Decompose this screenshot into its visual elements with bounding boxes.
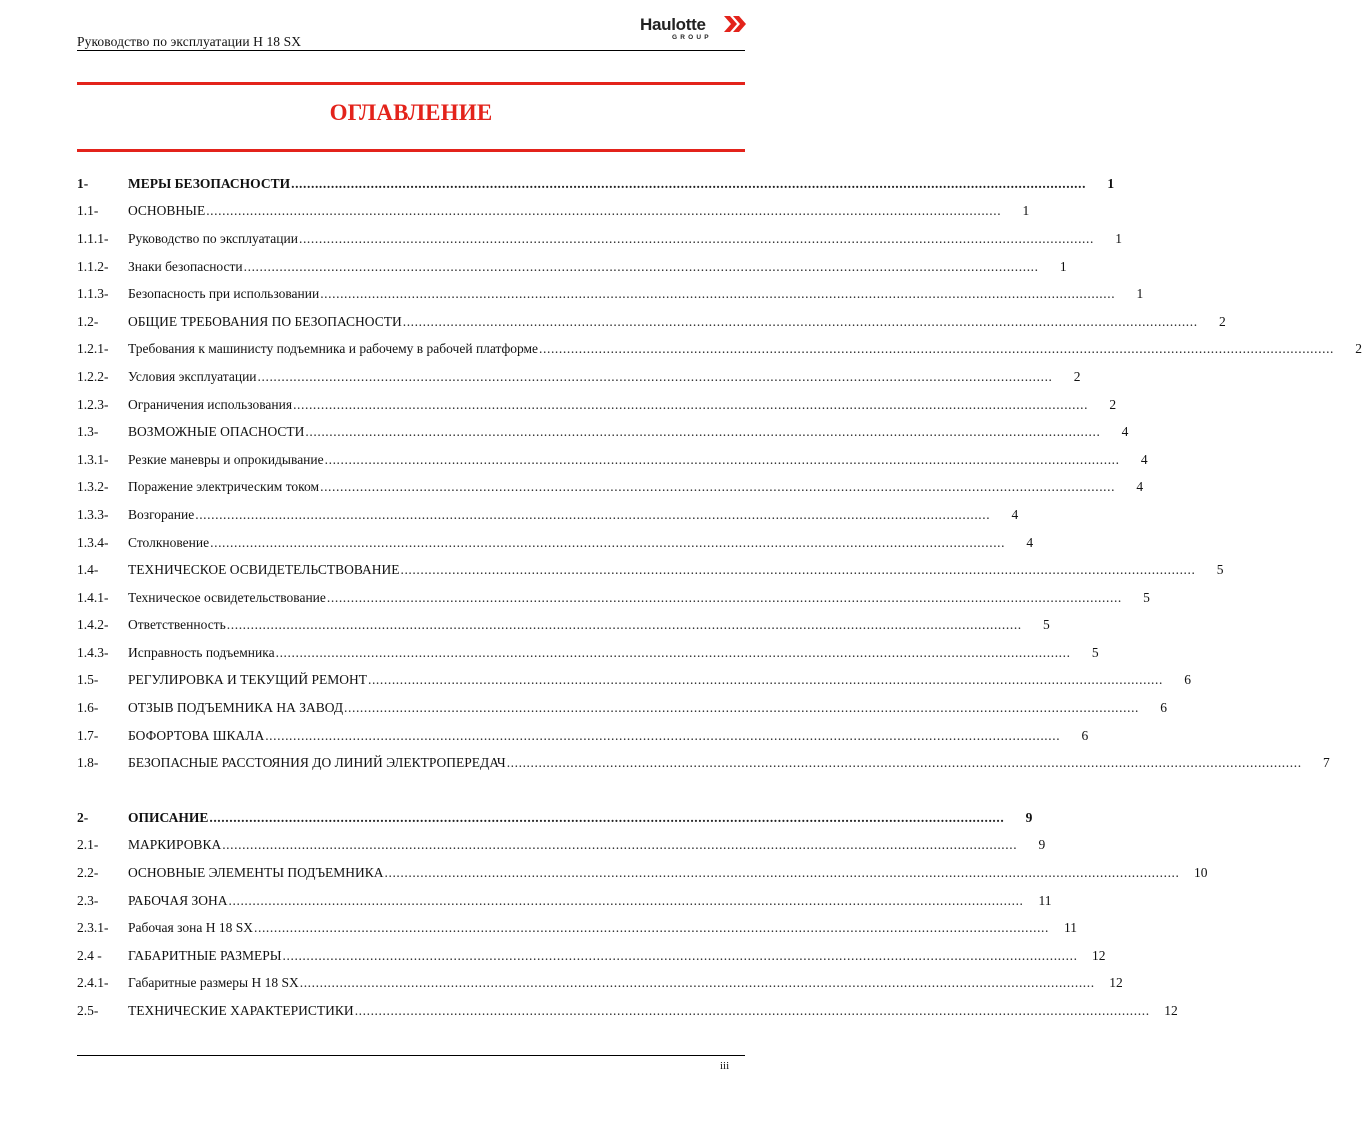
toc-entry-number: 1.3.4- — [77, 534, 109, 550]
toc-entry-label: ТЕХНИЧЕСКИЕ ХАРАКТЕРИСТИКИ — [128, 1003, 354, 1019]
toc-entry[interactable] — [77, 253, 1067, 281]
toc-dot-leader: ........................................................................................................................................................................................................ — [320, 286, 1116, 302]
toc-entry[interactable] — [77, 722, 1089, 750]
toc-dot-leader: ........................................................................................................................................................................................................ — [206, 203, 1002, 219]
toc-entry-page: 9 — [1025, 809, 1033, 825]
toc-entry-page: 5 — [1143, 589, 1150, 605]
toc-entry-page: 4 — [1026, 534, 1034, 550]
toc-entry-page: 12 — [1109, 975, 1123, 991]
toc-entry-page: 11 — [1038, 892, 1052, 908]
toc-entry[interactable] — [77, 225, 1122, 253]
toc-entry-label: Условия эксплуатации — [128, 368, 257, 384]
toc-entry[interactable] — [77, 391, 1117, 419]
toc-entry-label: ОСНОВНЫЕ ЭЛЕМЕНТЫ ПОДЪЕМНИКА — [128, 865, 384, 881]
toc-entry[interactable] — [77, 474, 1144, 502]
toc-entry-number: 2.3- — [77, 892, 99, 908]
toc-entry-page: 12 — [1164, 1003, 1178, 1019]
toc-entry-number: 1.5- — [77, 672, 99, 688]
toc-entry[interactable] — [77, 970, 1123, 998]
toc-entry-page: 1 — [1115, 230, 1122, 246]
toc-entry-label: БЕЗОПАСНЫЕ РАССТОЯНИЯ ДО ЛИНИЙ ЭЛЕКТРОПЕРЕДАЧ — [128, 755, 506, 771]
toc-entry-page: 1 — [1059, 258, 1067, 274]
toc-entry-label: Требования к машинисту подъемника и рабочему в рабочей платформе — [128, 341, 539, 357]
toc-entry[interactable] — [77, 804, 1033, 832]
table-of-contents — [77, 170, 1362, 1025]
toc-dot-leader: ........................................................................................................................................................................................................ — [344, 700, 1140, 716]
toc-dot-leader: ........................................................................................................................................................................................................ — [254, 920, 1049, 936]
toc-entry-label: Возгорание — [128, 506, 195, 522]
toc-dot-leader: ........................................................................................................................................................................................................ — [209, 809, 1005, 825]
toc-entry-page: 6 — [1081, 727, 1089, 743]
toc-entry-label: Габаритные размеры H 18 SX — [128, 975, 299, 991]
toc-entry-page: 2 — [1355, 341, 1362, 357]
toc-entry-number: 2.3.1- — [77, 920, 109, 936]
toc-dot-leader: ........................................................................................................................................................................................................ — [354, 1003, 1150, 1019]
toc-entry-number: 1.4.3- — [77, 644, 109, 660]
toc-entry-label: Исправность подъемника — [128, 644, 275, 660]
toc-entry[interactable] — [77, 308, 1226, 336]
toc-entry[interactable] — [77, 336, 1362, 364]
toc-entry-label: БОФОРТОВА ШКАЛА — [128, 727, 265, 743]
toc-entry-number: 2.4 - — [77, 947, 102, 963]
toc-entry-page: 10 — [1194, 865, 1208, 881]
toc-dot-leader: ........................................................................................................................................................................................................ — [305, 424, 1101, 440]
toc-entry-label: Рабочая зона H 18 SX — [128, 920, 253, 936]
toc-entry[interactable] — [77, 639, 1099, 667]
toc-entry-label: Резкие маневры и опрокидывание — [128, 451, 324, 467]
toc-entry-label: ГАБАРИТНЫЕ РАЗМЕРЫ — [128, 947, 282, 963]
toc-entry-label: Руководство по эксплуатации — [128, 230, 298, 246]
toc-entry-number: 1.3.3- — [77, 506, 109, 522]
toc-entry-page: 4 — [1121, 424, 1129, 440]
toc-dot-leader: ........................................................................................................................................................................................................ — [324, 451, 1120, 467]
toc-entry-number: 1.7- — [77, 727, 99, 743]
toc-dot-leader: ........................................................................................................................................................................................................ — [291, 175, 1087, 191]
toc-entry-number: 2.4.1- — [77, 975, 109, 991]
toc-entry[interactable] — [77, 749, 1330, 777]
logo-wordmark: Haulotte — [640, 15, 706, 34]
toc-entry-number: 1.2- — [77, 313, 99, 329]
page-title: ОГЛАВЛЕНИЕ — [329, 100, 493, 125]
toc-entry-page: 11 — [1064, 920, 1077, 936]
toc-entry-number: 1.2.1- — [77, 341, 109, 357]
toc-entry-number: 1.1.1- — [77, 230, 109, 246]
toc-entry-number: 2.1- — [77, 837, 99, 853]
toc-entry-number: 1.3.2- — [77, 479, 109, 495]
logo-chevrons-icon — [724, 16, 750, 32]
toc-entry[interactable] — [77, 997, 1178, 1025]
toc-entry-page: 2 — [1073, 368, 1081, 384]
toc-dot-leader: ........................................................................................................................................................................................................ — [506, 755, 1302, 771]
header-divider — [77, 50, 745, 51]
toc-entry-page: 1 — [1136, 286, 1144, 302]
toc-entry[interactable] — [77, 612, 1050, 640]
toc-entry[interactable] — [77, 418, 1129, 446]
toc-dot-leader: ........................................................................................................................................................................................................ — [228, 892, 1024, 908]
toc-entry-label: МЕРЫ БЕЗОПАСНОСТИ — [128, 175, 291, 191]
toc-entry[interactable] — [77, 556, 1224, 584]
toc-dot-leader: ........................................................................................................................................................................................................ — [298, 230, 1094, 246]
toc-dot-leader: ........................................................................................................................................................................................................ — [293, 396, 1089, 412]
footer-page-number: iii — [720, 1060, 730, 1072]
toc-entry[interactable] — [77, 942, 1106, 970]
toc-entry-number: 1.4- — [77, 562, 99, 578]
toc-dot-leader: ........................................................................................................................................................................................................ — [282, 947, 1078, 963]
toc-dot-leader: ........................................................................................................................................................................................................ — [210, 534, 1006, 550]
toc-entry[interactable] — [77, 914, 1077, 942]
toc-entry[interactable] — [77, 446, 1148, 474]
toc-entry-label: ТЕХНИЧЕСКОЕ ОСВИДЕТЕЛЬСТВОВАНИЕ — [128, 562, 400, 578]
toc-entry[interactable] — [77, 859, 1208, 887]
toc-entry-number: 1.4.2- — [77, 617, 109, 633]
toc-dot-leader: ........................................................................................................................................................................................................ — [299, 975, 1095, 991]
toc-dot-leader: ........................................................................................................................................................................................................ — [400, 562, 1196, 578]
toc-entry-number: 1.3.1- — [77, 451, 109, 467]
toc-entry-page: 6 — [1160, 700, 1168, 716]
toc-entry-number: 1.1- — [77, 203, 99, 219]
toc-entry-label: Ограничения использования — [128, 396, 293, 412]
toc-dot-leader: ........................................................................................................................................................................................................ — [539, 341, 1335, 357]
toc-entry-number: 1.1.3- — [77, 286, 109, 302]
toc-entry-label: РЕГУЛИРОВКА И ТЕКУЩИЙ РЕМОНТ — [128, 672, 367, 688]
toc-dot-leader: ........................................................................................................................................................................................................ — [226, 617, 1022, 633]
toc-entry-label: Поражение электрическим током — [128, 479, 320, 495]
toc-dot-leader: ........................................................................................................................................................................................................ — [222, 837, 1018, 853]
toc-entry[interactable] — [77, 501, 1019, 529]
toc-dot-leader: ........................................................................................................................................................................................................ — [257, 368, 1053, 384]
toc-entry[interactable] — [77, 832, 1046, 860]
toc-entry[interactable] — [77, 584, 1150, 612]
toc-entry-label: Ответственность — [128, 617, 226, 633]
toc-entry-label: ОПИСАНИЕ — [128, 809, 209, 825]
toc-entry-number: 2.2- — [77, 865, 99, 881]
toc-entry-page: 4 — [1011, 506, 1019, 522]
toc-dot-leader: ........................................................................................................................................................................................................ — [243, 258, 1039, 274]
toc-entry-number: 2- — [77, 809, 89, 825]
toc-entry-page: 5 — [1216, 562, 1224, 578]
toc-entry-number: 1.6- — [77, 700, 99, 716]
toc-entry-number: 1.2.2- — [77, 368, 109, 384]
toc-entry-label: Столкновение — [128, 534, 210, 550]
document-title: Руководство по эксплуатации H 18 SX — [77, 34, 302, 49]
toc-dot-leader: ........................................................................................................................................................................................................ — [265, 727, 1061, 743]
toc-entry[interactable] — [77, 887, 1052, 915]
toc-entry-page: 4 — [1140, 451, 1148, 467]
toc-entry-number: 1.1.2- — [77, 258, 109, 274]
toc-entry-label: Техническое освидетельствование — [128, 589, 326, 605]
toc-entry-number: 1.2.3- — [77, 396, 109, 412]
toc-dot-leader: ........................................................................................................................................................................................................ — [326, 589, 1122, 605]
toc-entry-page: 1 — [1107, 175, 1115, 191]
toc-entry-page: 9 — [1038, 837, 1046, 853]
toc-entry-label: Знаки безопасности — [128, 258, 243, 274]
toc-entry-number: 1.4.1- — [77, 589, 109, 605]
toc-entry[interactable] — [77, 280, 1144, 308]
toc-entry[interactable] — [77, 198, 1030, 226]
toc-entry-page: 4 — [1136, 479, 1144, 495]
toc-entry-label: ОТЗЫВ ПОДЪЕМНИКА НА ЗАВОД — [128, 700, 344, 716]
footer-divider — [77, 1055, 745, 1056]
toc-dot-leader: ........................................................................................................................................................................................................ — [275, 644, 1071, 660]
toc-dot-leader: ........................................................................................................................................................................................................ — [367, 672, 1163, 688]
toc-entry-label: ОБЩИЕ ТРЕБОВАНИЯ ПО БЕЗОПАСНОСТИ — [128, 313, 402, 329]
toc-entry-page: 6 — [1184, 672, 1191, 688]
toc-entry-label: РАБОЧАЯ ЗОНА — [128, 892, 228, 908]
toc-entry-number: 1.8- — [77, 755, 99, 771]
toc-entry[interactable] — [77, 694, 1168, 722]
toc-entry-page: 2 — [1218, 313, 1226, 329]
toc-entry-page: 5 — [1043, 617, 1050, 633]
toc-entry[interactable] — [77, 363, 1081, 391]
toc-entry[interactable] — [77, 529, 1034, 557]
toc-entry-label: Безопасность при использовании — [128, 286, 320, 302]
title-top-rule — [77, 82, 745, 85]
toc-entry-page: 5 — [1091, 644, 1099, 660]
title-bottom-rule — [77, 149, 745, 152]
haulotte-logo — [640, 15, 752, 47]
toc-entry-number: 2.5- — [77, 1003, 99, 1019]
toc-entry-label: ВОЗМОЖНЫЕ ОПАСНОСТИ — [128, 424, 305, 440]
toc-entry[interactable] — [77, 170, 1115, 198]
toc-entry-page: 12 — [1092, 947, 1106, 963]
toc-dot-leader: ........................................................................................................................................................................................................ — [402, 313, 1198, 329]
toc-entry-number: 1.3- — [77, 424, 99, 440]
toc-entry-page: 1 — [1022, 203, 1030, 219]
logo-subtitle: GROUP — [672, 34, 712, 41]
toc-entry-label: МАРКИРОВКА — [128, 837, 222, 853]
toc-dot-leader: ........................................................................................................................................................................................................ — [195, 506, 991, 522]
toc-entry-label: ОСНОВНЫЕ — [128, 203, 206, 219]
toc-entry-page: 7 — [1322, 755, 1330, 771]
toc-entry[interactable] — [77, 667, 1191, 695]
toc-dot-leader: ........................................................................................................................................................................................................ — [384, 865, 1180, 881]
toc-entry-number: 1- — [77, 175, 89, 191]
toc-entry-page: 2 — [1109, 396, 1117, 412]
toc-dot-leader: ........................................................................................................................................................................................................ — [320, 479, 1116, 495]
